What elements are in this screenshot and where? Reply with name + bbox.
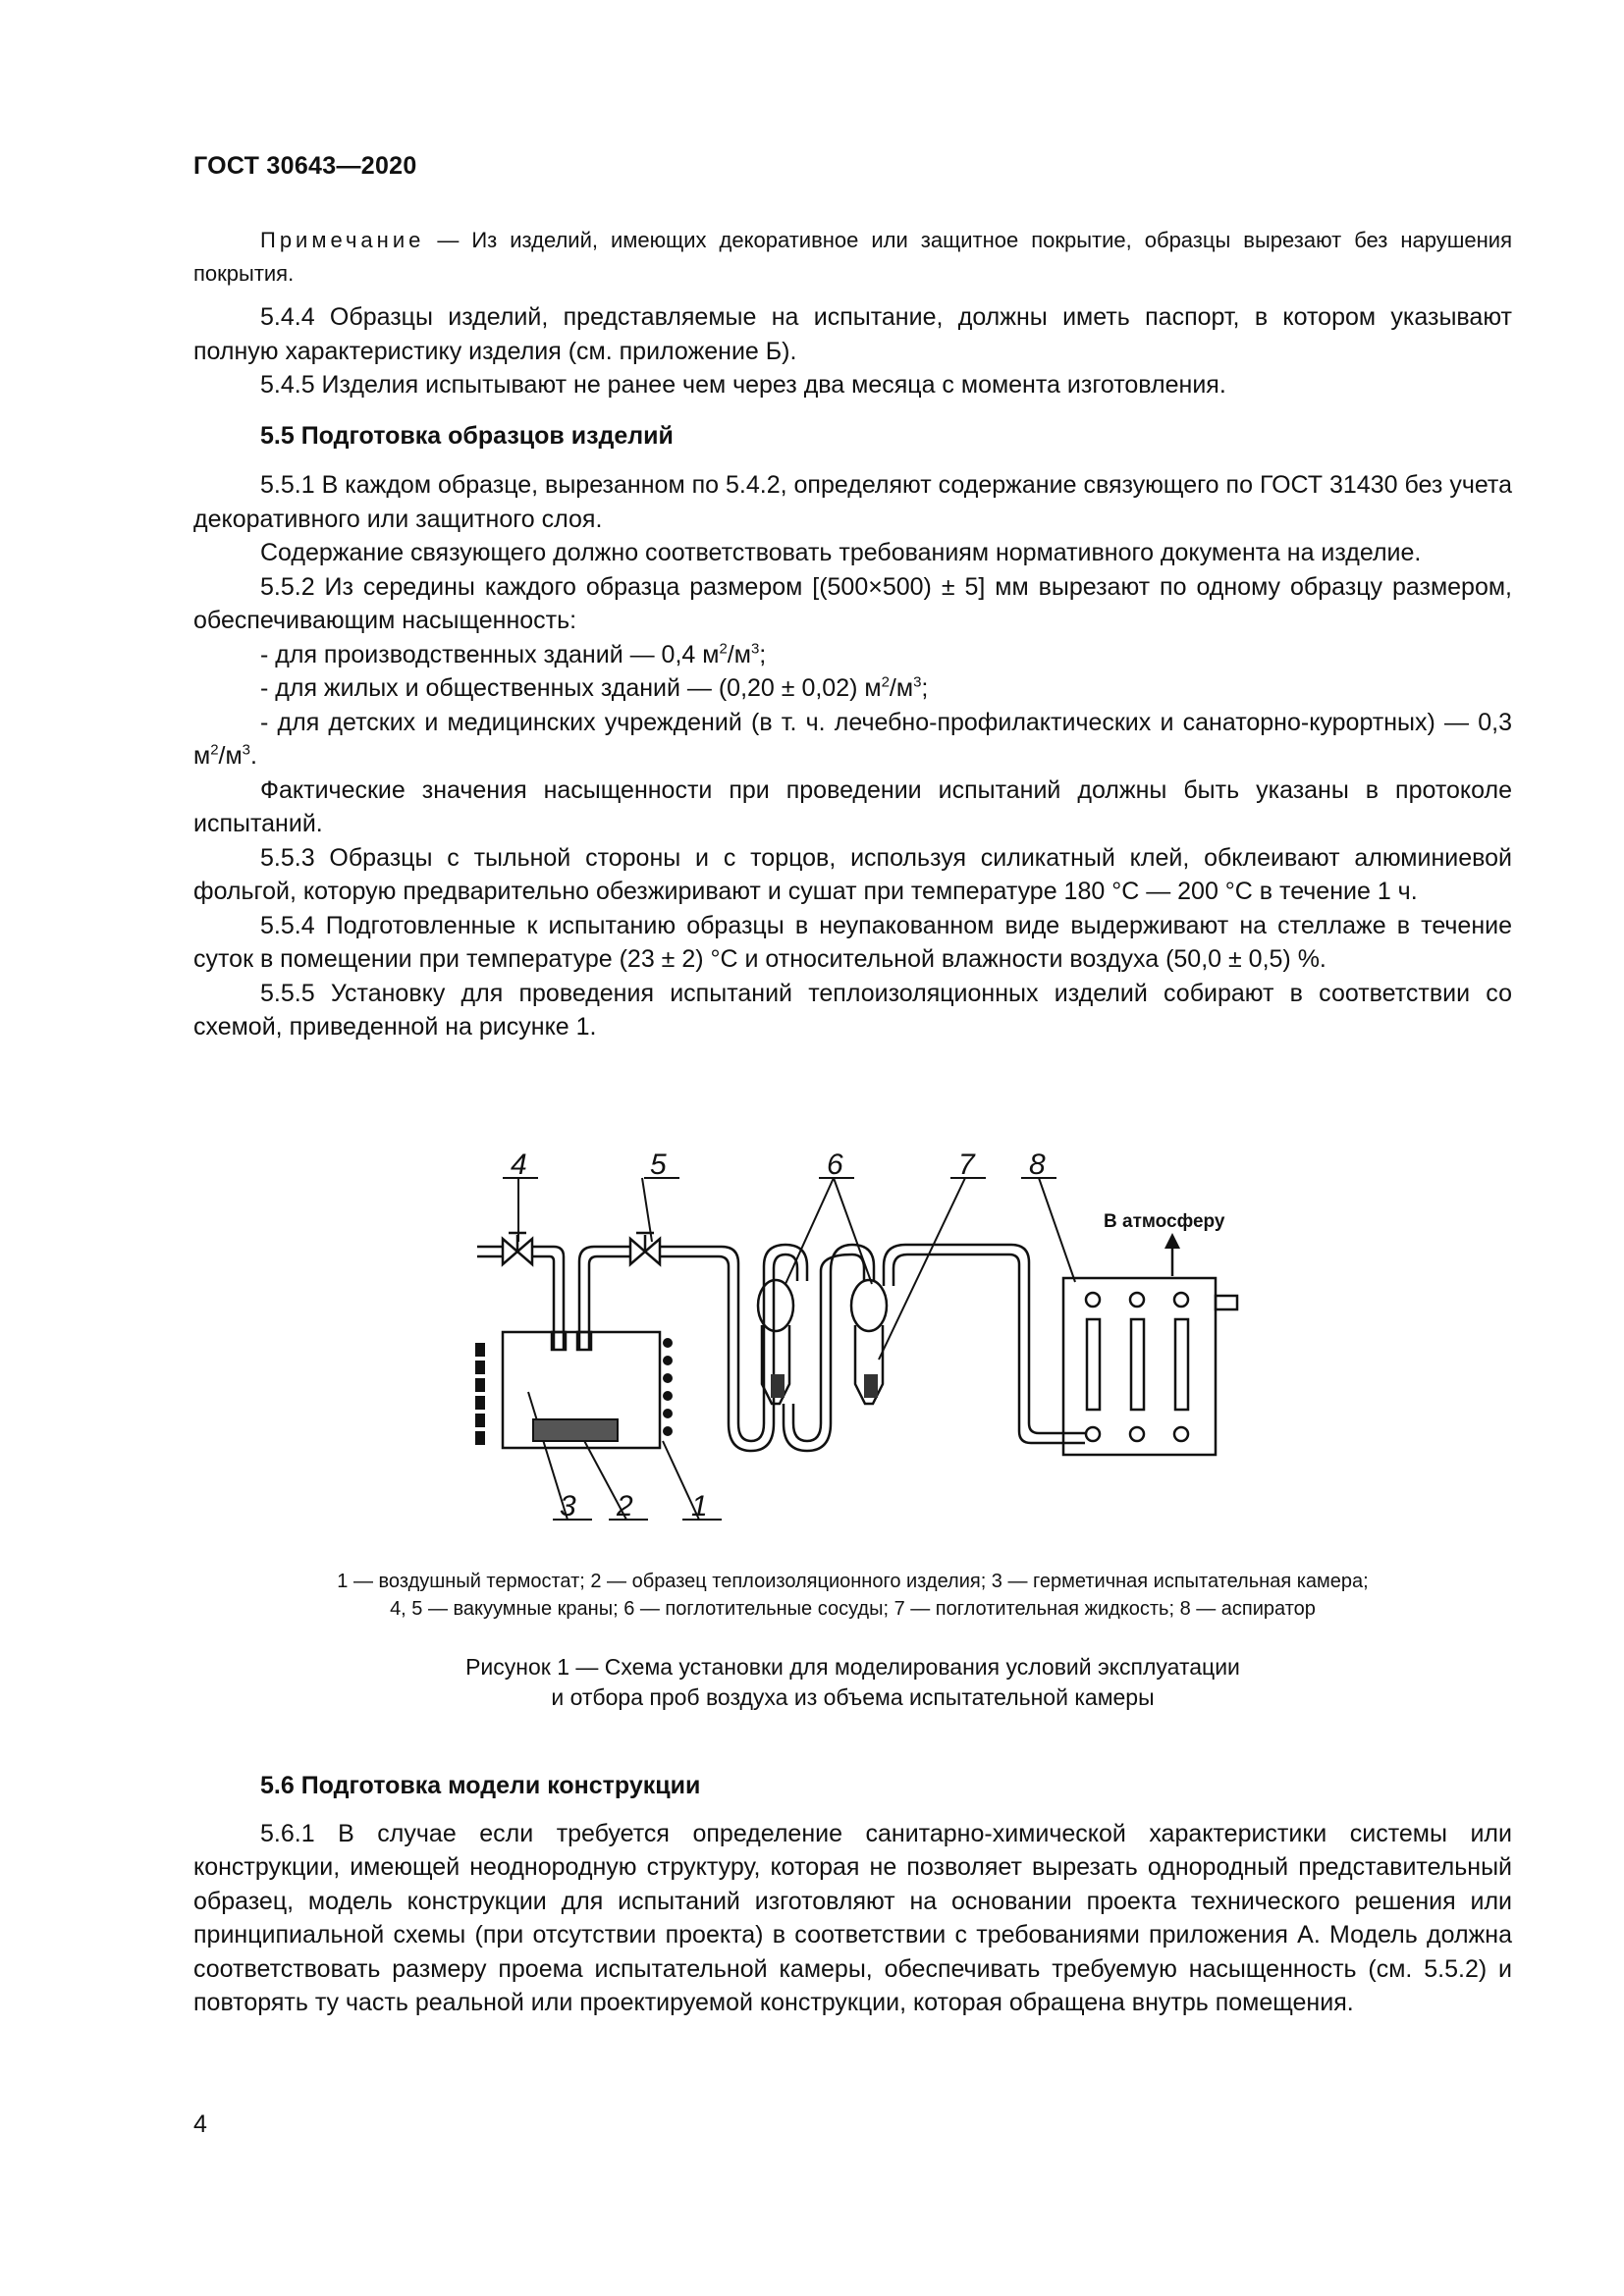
- note-paragraph: [193, 224, 1512, 291]
- pipe-to-vessel-1-inner: [660, 1255, 797, 1451]
- absorber-vessel-2: [851, 1280, 887, 1331]
- paragraph-5-6-1: 5.6.1 В случае если требуется определение санитарно-химической характеристики системы или конструкции, имеющей неоднородную структуру, которая не позволяет вырезать однородный представительный образец, модель конструкции для испытаний изготовляют на основании проекта технического решения или принципиальной схемы (при отсутствии проекта) в соответствии с требованиями приложения А. Модель должна соответствовать размеру проема испытательной камеры, обеспечивать требуемую насыщенность (см. 5.5.2) и повторять ту часть реальной или проектируемой конструкции, которая обращена внутрь помещения.: [193, 1819, 1512, 2016]
- paragraph-5-5-1: 5.5.1 В каждом образце, вырезанном по 5.4.2, определяют содержание связующего по ГОСТ 31430 без учета декоративного или защитного слоя.: [193, 471, 1512, 533]
- list-item-3-end: .: [250, 742, 257, 770]
- list-item-industrial: [193, 638, 1512, 672]
- list-item-1-mid: /м: [727, 640, 751, 668]
- figure-title: [193, 1652, 1512, 1713]
- aspirator-rotameter: [1087, 1319, 1100, 1410]
- exhaust-arrow-head: [1164, 1233, 1180, 1249]
- body-top: [193, 224, 1512, 1044]
- thermostat-coil: [475, 1431, 485, 1445]
- figure-legend-line-2: 4, 5 — вакуумные краны; 6 — поглотительные сосуды; 7 — поглотительная жидкость; 8 — аспиратор: [390, 1598, 1316, 1620]
- thermostat-coil: [475, 1378, 485, 1392]
- list-item-2-mid: /м: [889, 674, 914, 702]
- label-8: 8: [1029, 1153, 1046, 1181]
- label-4: 4: [511, 1153, 527, 1181]
- thermostat-coil: [663, 1409, 673, 1418]
- pipe-valve4-chamber-outer: [532, 1247, 564, 1350]
- figure-legend-line-1: 1 — воздушный термостат; 2 — образец теплоизоляционного изделия; 3 — герметичная испытательная камера;: [337, 1571, 1369, 1592]
- paragraph-5-5-4: 5.5.4 Подготовленные к испытанию образцы в неупакованном виде выдерживают на стеллаже в течение суток в помещении при температуре (23 ± 2) °С и относительной влажности воздуха (50,0 ± 0,5) %.: [193, 911, 1512, 973]
- figure-title-line-1: Рисунок 1 — Схема установки для моделирования условий эксплуатации: [465, 1654, 1240, 1680]
- aspirator-port: [1086, 1427, 1100, 1441]
- aspirator-rotameter: [1175, 1319, 1188, 1410]
- thermostat-coil: [475, 1396, 485, 1410]
- figure-title-line-2: и отбора проб воздуха из объема испытательной камеры: [551, 1684, 1155, 1710]
- label-3: 3: [560, 1490, 576, 1522]
- label-6: 6: [827, 1153, 843, 1181]
- list-item-2-text: - для жилых и общественных зданий — (0,20 ± 0,02) м: [260, 674, 882, 702]
- pipe-to-aspirator-outer: [884, 1245, 1085, 1433]
- aspirator-port: [1086, 1293, 1100, 1307]
- pipe-to-aspirator-inner: [893, 1255, 1085, 1443]
- sup-2: 2: [881, 673, 890, 691]
- list-item-2-end: ;: [921, 674, 929, 702]
- pipe-to-vessel-1-outer: [660, 1245, 807, 1441]
- aspirator-port: [1174, 1293, 1188, 1307]
- paragraph-5-4-4: 5.4.4 Образцы изделий, представляемые на испытание, должны иметь паспорт, в котором указывают полную характеристику изделия (см. приложение Б).: [193, 303, 1512, 365]
- label-7: 7: [958, 1153, 975, 1181]
- aspirator-rotameter: [1131, 1319, 1144, 1410]
- leader-6b: [834, 1178, 872, 1284]
- aspirator-port: [1130, 1427, 1144, 1441]
- thermostat-coil: [663, 1391, 673, 1401]
- note-text: — Из изделий, имеющих декоративное или защитное покрытие, образцы вырезают без нарушения покрытия.: [193, 228, 1512, 286]
- thermostat-coil: [663, 1426, 673, 1436]
- aspirator-port: [1174, 1427, 1188, 1441]
- paragraph-5-5-2: 5.5.2 Из середины каждого образца размером [(500×500) ± 5] мм вырезают по одному образцу размером, обеспечивающим насыщенность:: [193, 572, 1512, 634]
- list-item-1-end: ;: [759, 640, 767, 668]
- leader-7: [879, 1178, 965, 1360]
- thermostat-coil: [663, 1356, 673, 1365]
- sup-2: 2: [719, 640, 728, 658]
- label-1: 1: [691, 1490, 708, 1522]
- sup-3: 3: [913, 673, 922, 691]
- sup-3: 3: [242, 741, 251, 759]
- insulation-sample: [533, 1419, 618, 1441]
- absorbing-liquid-2: [864, 1374, 878, 1398]
- thermostat-coil: [475, 1343, 485, 1357]
- atmosphere-label: В атмосферу: [1104, 1211, 1225, 1232]
- absorbing-liquid-1: [771, 1374, 785, 1398]
- figure-legend: [193, 1568, 1512, 1623]
- leader-6a: [785, 1178, 834, 1284]
- thermostat-coil: [663, 1373, 673, 1383]
- paragraph-5-4-5: 5.4.5 Изделия испытывают не ранее чем через два месяца с момента изготовления.: [260, 371, 1226, 399]
- paragraph-5-5-3: 5.5.3 Образцы с тыльной стороны и с торцов, используя силикатный клей, обклеивают алюминиевой фольгой, которую предварительно обезжиривают и сушат при температуре 180 °С — 200 °С в течение 1 ч.: [193, 843, 1512, 905]
- document-header: ГОСТ 30643—2020: [193, 152, 417, 180]
- thermostat-coil: [475, 1414, 485, 1427]
- aspirator-outlet: [1216, 1296, 1237, 1309]
- label-2: 2: [617, 1490, 633, 1522]
- pipe-vessel-1-to-2-inner: [793, 1255, 864, 1441]
- list-item-3-mid: /м: [218, 742, 243, 770]
- figure-1-diagram: [452, 1153, 1257, 1546]
- pipe-valve4-chamber-inner: [532, 1256, 554, 1350]
- paragraph-5-5-5: 5.5.5 Установку для проведения испытаний теплоизоляционных изделий собирают в соответствии со схемой, приведенной на рисунке 1.: [193, 979, 1512, 1041]
- list-item-3-text: - для детских и медицинских учреждений (в т. ч. лечебно-профилактических и санаторно-курортных) — 0,3 м: [193, 708, 1512, 770]
- paragraph-5-5-1-b: Содержание связующего должно соответствовать требованиям нормативного документа на изделие.: [260, 539, 1422, 566]
- body-bottom: [193, 1769, 1512, 2020]
- paragraph-5-5-2-b: Фактические значения насыщенности при проведении испытаний должны быть указаны в протоколе испытаний.: [193, 775, 1512, 837]
- thermostat-coil: [663, 1338, 673, 1348]
- note-label: Примечание: [260, 228, 425, 252]
- thermostat-coil: [475, 1361, 485, 1374]
- heading-5-5: 5.5 Подготовка образцов изделий: [260, 421, 674, 450]
- page-number: 4: [193, 2110, 207, 2138]
- sup-2: 2: [210, 741, 219, 759]
- list-item-1-text: - для производственных зданий — 0,4 м: [260, 640, 720, 668]
- sup-3: 3: [750, 640, 760, 658]
- pipe-chamber-valve5-outer: [579, 1247, 630, 1350]
- label-5: 5: [650, 1153, 667, 1181]
- leader-8: [1039, 1178, 1075, 1282]
- pipe-chamber-valve5-inner: [589, 1256, 630, 1350]
- list-item-residential: [193, 671, 1512, 706]
- aspirator-port: [1130, 1293, 1144, 1307]
- heading-5-6: 5.6 Подготовка модели конструкции: [260, 1772, 701, 1799]
- list-item-medical: [193, 706, 1512, 774]
